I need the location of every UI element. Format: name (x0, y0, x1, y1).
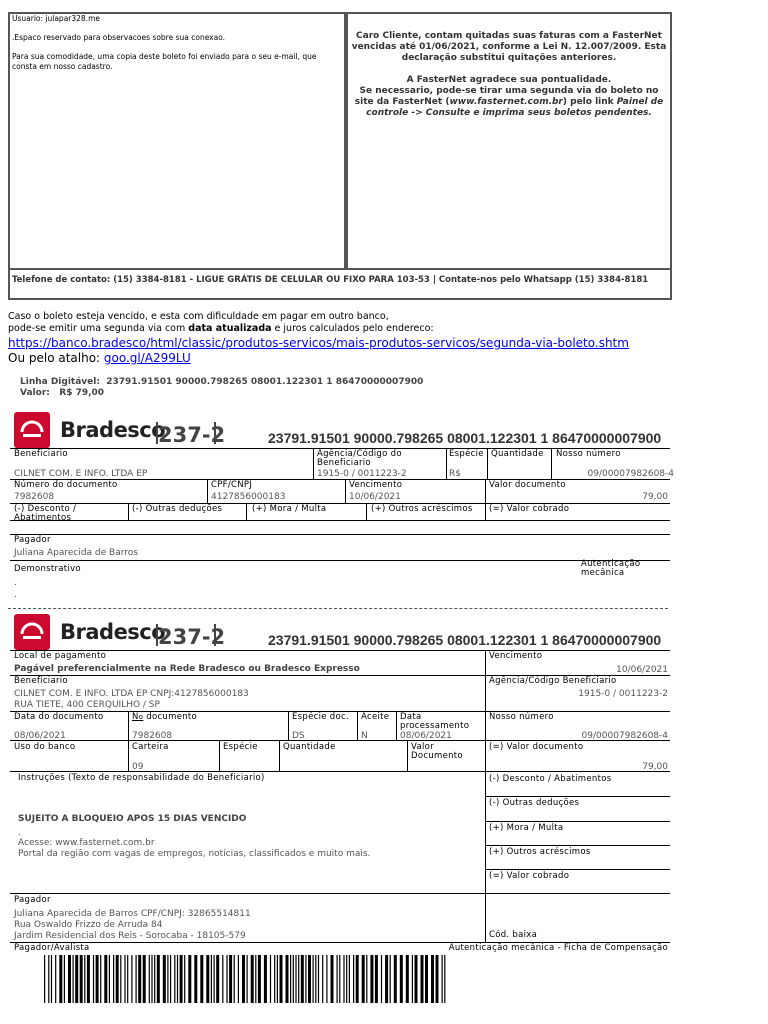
slip-pagador-line-2: Rua Oswaldo Frizzo de Arruda 84 (14, 920, 163, 930)
slip-outros-acr-label: (+) Outros acréscimos (489, 847, 591, 857)
slip-pagador-line-3: Jardim Residencial dos Reis - Sorocaba - 18105-579 (14, 931, 246, 941)
slip-aceite-label: Aceite (361, 712, 390, 722)
slip-valor-cobrado-label: (=) Valor cobrado (489, 871, 570, 881)
slip-data-proc-label: Data processamento (400, 712, 470, 731)
receipt-cpf-value: 4127856000183 (211, 492, 286, 502)
slip-valor-doc-label: (=) Valor documento (489, 742, 584, 752)
slip-especie-doc-label: Espécie doc. (292, 712, 349, 722)
receipt-venc-label: Vencimento (349, 480, 403, 490)
receipt-agencia-label: Agência/Código do Beneficiario (317, 449, 402, 468)
receipt-autenticacao-label: Autenticação mecânica (581, 559, 641, 578)
receipt-mora-label: (+) Mora / Multa (252, 504, 327, 514)
email-copy-note: Para sua comodidade, uma copia deste boleto foi enviado para o seu e-mail, que consta em nosso cadastro. (12, 52, 317, 71)
receipt-cpf-label: CPF/CNPJ (211, 480, 253, 490)
slip-nosso-value: 09/00007982608-4 (581, 731, 668, 741)
bradesco-logo-icon-2 (14, 614, 50, 650)
slip-carteira-label: Carteira (132, 742, 169, 752)
slip-instr-label: Instruções (Texto de responsabilidade do Beneficiario) (18, 773, 265, 783)
slip-benef-value-2: RUA TIETE, 400 CERQUILHO / SP (14, 700, 160, 710)
slip-venc-label: Vencimento (489, 651, 543, 661)
receipt-dot-2: . (14, 590, 17, 600)
slip-carteira-value: 09 (132, 762, 144, 772)
slip-instr-dot: . (18, 828, 21, 838)
receipt-agencia-value: 1915-0 / 0011223-2 (317, 469, 407, 479)
receipt-desconto-label: (-) Desconto / Abatimentos (14, 504, 77, 523)
slip-instr-bold: SUJEITO A BLOQUEIO APOS 15 DIAS VENCIDO (18, 814, 247, 824)
paid-invoices-notice: Caro Cliente, contam quitadas suas faturas com a FasterNet vencidas até 01/06/2021, conforme a Lei N. 12.007/2009. Esta declaração substitui quitações anteriores. (351, 31, 667, 63)
slip-nosso-label: Nosso número (489, 712, 554, 722)
notes-box (8, 12, 346, 270)
digitable-line: 23791.91501 90000.798265 08001.122301 1 86470000007900 (268, 430, 662, 446)
slip-mora-label: (+) Mora / Multa (489, 823, 564, 833)
slip-local-value: Pagável preferencialmente na Rede Bradesco ou Bradesco Expresso (14, 664, 360, 674)
shortcut-link[interactable]: goo.gl/A299LU (103, 351, 191, 365)
shortcut-label: Ou pelo atalho: (8, 351, 104, 365)
receipt-outros-acr-label: (+) Outros acréscimos (371, 504, 473, 514)
slip-data-doc-value: 08/06/2021 (14, 731, 66, 741)
receipt-especie-value: R$ (449, 469, 461, 479)
user-label: Usuario: julapar328.me (12, 14, 100, 23)
receipt-nosso-label: Nosso número (556, 449, 621, 459)
thanks-message: A FasterNet agradece sua pontualidade. (406, 75, 612, 85)
bank-name: Bradesco (60, 418, 166, 442)
digitable-line-2: 23791.91501 90000.798265 08001.122301 1 86470000007900 (268, 632, 662, 648)
slip-pagador-label: Pagador (14, 895, 51, 905)
reserved-space-note: .Espaco reservado para observacoes sobre sua conexao. (12, 33, 226, 42)
receipt-dot-1: . (14, 578, 17, 588)
slip-data-doc-label: Data do documento (14, 712, 104, 722)
receipt-nosso-value: 09/00007982608-4 (587, 469, 674, 479)
slip-no-doc-value: 7982608 (132, 731, 173, 741)
slip-pagador-line-1: Juliana Aparecida de Barros CPF/CNPJ: 32865514811 (14, 909, 251, 919)
receipt-venc-value: 10/06/2021 (349, 492, 401, 502)
bank-code: 237-2 (158, 423, 226, 447)
summary-valor: Valor: R$ 79,00 (20, 388, 105, 398)
bradesco-logo-icon (14, 412, 50, 448)
receipt-quantidade-label: Quantidade (491, 449, 544, 459)
receipt-num-doc-value: 7982608 (14, 492, 55, 502)
contact-info: Telefone de contato: (15) 3384-8181 - LIGUE GRÁTIS DE CELULAR OU FIXO PARA 103-53 | Contate-nos pelo Whatsapp (15) 3384-8181 (12, 275, 649, 285)
second-copy-instructions: Se necessario, pode-se tirar uma segunda via do boleto no site da FasterNet (www.fasternet.com.br) pelo link Painel de controle -> Consulte e imprima seus boletos pendentes. (354, 86, 664, 118)
slip-valor-label: Valor Documento (411, 742, 463, 761)
slip-agencia-value: 1915-0 / 0011223-2 (578, 689, 668, 699)
expired-note: Caso o boleto esteja vencido, e esta com dificuldade em pagar em outro banco, (8, 311, 389, 322)
slip-no-doc-label: No documento (132, 712, 198, 722)
barcode (44, 955, 450, 1003)
slip-avalista-label: Pagador/Avalista (14, 943, 90, 953)
receipt-beneficiario-label: Beneficiario (14, 449, 68, 459)
slip-quantidade-label: Quantidade (283, 742, 336, 752)
cut-line (8, 608, 668, 609)
slip-local-label: Local de pagamento (14, 651, 107, 661)
slip-valor-doc-value: 79,00 (642, 762, 668, 772)
slip-especie-doc-value: DS (292, 731, 305, 741)
receipt-demonstrativo-label: Demonstrativo (14, 564, 81, 574)
receipt-pagador-value: Juliana Aparecida de Barros (14, 548, 138, 558)
slip-venc-value: 10/06/2021 (616, 665, 668, 675)
receipt-valor-doc-value: 79,00 (642, 492, 668, 502)
slip-data-proc-value: 08/06/2021 (400, 731, 452, 741)
slip-autenticacao-label: Autenticação mecânica - Ficha de Compensação (448, 943, 668, 953)
slip-outras-ded-label: (-) Outras deduções (489, 798, 580, 808)
second-copy-link[interactable]: https://banco.bradesco/html/classic/produtos-servicos/mais-produtos-servicos/segunda-via-boleto.shtm (8, 336, 629, 350)
slip-desconto-label: (-) Desconto / Abatimentos (489, 774, 612, 784)
summary-linha: Linha Digitável: 23791.91501 90000.798265 08001.122301 1 86470000007900 (20, 377, 424, 387)
second-copy-note: pode-se emitir uma segunda via com data atualizada e juros calculados pelo endereco: (8, 323, 434, 334)
slip-aceite-value: N (361, 731, 368, 741)
slip-especie-label: Espécie (223, 742, 258, 752)
receipt-num-doc-label: Número do documento (14, 480, 118, 490)
slip-cod-baixa-label: Cód. baixa (489, 930, 538, 940)
receipt-valor-doc-label: Valor documento (489, 480, 566, 490)
slip-agencia-label: Agência/Código Beneficiario (489, 676, 617, 686)
receipt-especie-label: Espécie (449, 449, 484, 459)
slip-benef-label: Beneficiario (14, 676, 68, 686)
slip-instr-line-2: Acesse: www.fasternet.com.br (18, 838, 155, 848)
bank-code-2: 237-2 (158, 625, 226, 649)
slip-uso-label: Uso do banco (14, 742, 76, 752)
receipt-beneficiario-value: CILNET COM. E INFO. LTDA EP (14, 469, 148, 479)
receipt-outras-ded-label: (-) Outras deduções (132, 504, 223, 514)
receipt-pagador-label: Pagador (14, 535, 51, 545)
slip-instr-line-3: Portal da região com vagas de empregos, notícias, classificados e muito mais. (18, 849, 371, 859)
slip-benef-value-1: CILNET COM. E INFO. LTDA EP CNPJ:4127856000183 (14, 689, 249, 699)
bank-name-2: Bradesco (60, 620, 166, 644)
receipt-valor-cobrado-label: (=) Valor cobrado (489, 504, 570, 514)
